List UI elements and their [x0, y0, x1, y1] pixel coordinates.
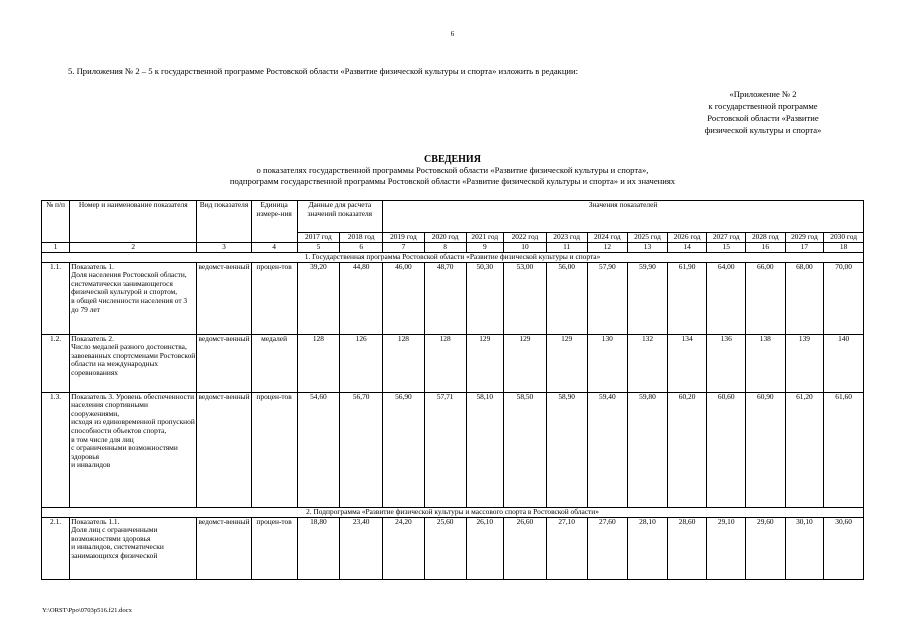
indicator-value: 26,60: [504, 517, 547, 579]
indicator-value: 30,60: [824, 517, 864, 579]
indicator-value: 136: [707, 334, 746, 392]
appendix-line: к государственной программе: [708, 101, 818, 111]
indicator-value: 134: [667, 334, 707, 392]
year-header: 2020 год: [424, 233, 466, 243]
indicator-value: 57,71: [424, 392, 466, 507]
indicator-value: 61,20: [785, 392, 824, 507]
indicator-value: 128: [383, 334, 425, 392]
indicator-value: 58,50: [504, 392, 547, 507]
page-number: 6: [450, 30, 455, 38]
column-number: 8: [424, 242, 466, 252]
appendix-note: [683, 88, 843, 136]
indicator-value: 23,40: [340, 517, 383, 579]
indicator-value: 24,20: [383, 517, 425, 579]
indicator-type: ведомст-венный: [197, 334, 251, 392]
indicator-unit: процен-тов: [251, 517, 297, 579]
indicator-value: 139: [785, 334, 824, 392]
section-row: [42, 507, 864, 517]
indicator-value: 28,10: [628, 517, 668, 579]
indicators-table: [41, 200, 864, 580]
year-header: 2030 год: [824, 233, 864, 243]
document-title: СВЕДЕНИЯ: [424, 154, 481, 165]
column-number: 12: [587, 242, 628, 252]
row-number: 2.1.: [42, 517, 70, 579]
indicator-value: 25,60: [424, 517, 466, 579]
indicator-value: 128: [297, 334, 340, 392]
section-title: 1. Государственная программа Ростовской области «Развитие физической культуры и спорта»: [42, 252, 864, 262]
row-number: 1.1.: [42, 262, 70, 334]
indicator-value: 29,60: [746, 517, 786, 579]
year-header: 2017 год: [297, 233, 340, 243]
indicator-value: 68,00: [785, 262, 824, 334]
indicator-value: 56,70: [340, 392, 383, 507]
indicator-name: Показатель 1. Доля населения Ростовской области, систематически занимающегося физической культурой и спортом, в общей численности населения от 3 до 79 лет: [70, 262, 197, 334]
indicator-value: 26,10: [466, 517, 504, 579]
indicator-name: Показатель 2. Число медалей разного достоинства, завоеванных спортсменами Ростовской области на международных соревнованиях: [70, 334, 197, 392]
year-header: 2018 год: [340, 233, 383, 243]
indicator-value: 56,00: [546, 262, 587, 334]
indicator-value: 130: [587, 334, 628, 392]
column-number: 1: [42, 242, 70, 252]
indicator-value: 60,90: [746, 392, 786, 507]
indicator-value: 60,60: [707, 392, 746, 507]
indicator-value: 129: [466, 334, 504, 392]
column-number: 18: [824, 242, 864, 252]
row-number: 1.3.: [42, 392, 70, 507]
indicator-name: Показатель 3. Уровень обеспеченности населения спортивными сооружениями, исходя из единовременной пропускной способности объектов спорта, в том числе для лиц с ограниченными возможностями здоровья и инвалидов: [70, 392, 197, 507]
indicator-value: 61,60: [824, 392, 864, 507]
indicator-unit: процен-тов: [251, 262, 297, 334]
header-row: [42, 201, 864, 233]
table-row: [42, 392, 864, 507]
header-base: Данные для расчета значений показателя: [297, 201, 383, 233]
indicator-value: 64,00: [707, 262, 746, 334]
indicator-type: ведомст-венный: [197, 262, 251, 334]
year-header: 2027 год: [707, 233, 746, 243]
column-number: 3: [197, 242, 251, 252]
year-header: 2024 год: [587, 233, 628, 243]
indicator-value: 128: [424, 334, 466, 392]
indicator-value: 30,10: [785, 517, 824, 579]
indicator-value: 58,90: [546, 392, 587, 507]
subtitle-line: подпрограмм государственной программы Ростовской области «Развитие физической культуры и спорта» и их значениях: [229, 176, 676, 186]
indicator-value: 27,10: [546, 517, 587, 579]
table-row: [42, 334, 864, 392]
indicator-value: 129: [504, 334, 547, 392]
indicator-value: 57,90: [587, 262, 628, 334]
indicator-value: 50,30: [466, 262, 504, 334]
column-number: 14: [667, 242, 707, 252]
indicator-type: ведомст-венный: [197, 517, 251, 579]
indicator-value: 53,00: [504, 262, 547, 334]
appendix-line: «Приложение № 2: [729, 89, 797, 99]
indicator-value: 70,00: [824, 262, 864, 334]
year-header: 2029 год: [785, 233, 824, 243]
column-number: 5: [297, 242, 340, 252]
section-row: [42, 252, 864, 262]
indicator-value: 59,80: [628, 392, 668, 507]
subtitle-line: о показателях государственной программы Ростовской области «Развитие физической культуры и спорта»,: [256, 165, 649, 175]
column-number: 16: [746, 242, 786, 252]
header-type: Вид показателя: [197, 201, 251, 243]
header-name: Номер и наименование показателя: [70, 201, 197, 243]
indicator-value: 27,60: [587, 517, 628, 579]
indicator-value: 66,00: [746, 262, 786, 334]
indicator-value: 54,60: [297, 392, 340, 507]
indicator-value: 129: [546, 334, 587, 392]
indicator-value: 46,00: [383, 262, 425, 334]
indicator-name: Показатель 1.1. Доля лиц с ограниченными возможностями здоровья и инвалидов, систематически занимающихся физической: [70, 517, 197, 579]
indicator-value: 29,10: [707, 517, 746, 579]
intro-paragraph: 5. Приложения № 2 – 5 к государственной программе Ростовской области «Развитие физической культуры и спорта» изложить в редакции:: [68, 66, 578, 76]
indicator-value: 28,60: [667, 517, 707, 579]
year-header: 2021 год: [466, 233, 504, 243]
header-values: Значения показателей: [383, 201, 864, 233]
column-number: 10: [504, 242, 547, 252]
indicator-value: 140: [824, 334, 864, 392]
document-subtitle: [0, 165, 905, 187]
indicator-value: 44,80: [340, 262, 383, 334]
row-number: 1.2.: [42, 334, 70, 392]
year-header: 2028 год: [746, 233, 786, 243]
column-number: 9: [466, 242, 504, 252]
indicator-unit: процен-тов: [251, 392, 297, 507]
indicator-unit: медалей: [251, 334, 297, 392]
column-number: 6: [340, 242, 383, 252]
indicator-value: 132: [628, 334, 668, 392]
file-path-footer: Y:\ORST\Ppo\0703p516.f21.docx: [42, 607, 132, 614]
indicator-value: 56,90: [383, 392, 425, 507]
year-header: 2019 год: [383, 233, 425, 243]
indicator-value: 48,70: [424, 262, 466, 334]
year-header: 2023 год: [546, 233, 587, 243]
column-number: 11: [546, 242, 587, 252]
column-number: 4: [251, 242, 297, 252]
column-number-row: [42, 242, 864, 252]
indicator-value: 58,10: [466, 392, 504, 507]
year-header: 2025 год: [628, 233, 668, 243]
indicator-value: 126: [340, 334, 383, 392]
indicator-value: 60,20: [667, 392, 707, 507]
indicator-value: 18,80: [297, 517, 340, 579]
table-row: [42, 262, 864, 334]
indicator-value: 39,20: [297, 262, 340, 334]
appendix-line: физической культуры и спорта»: [704, 125, 822, 135]
year-header: 2022 год: [504, 233, 547, 243]
appendix-line: Ростовской области «Развитие: [707, 113, 819, 123]
column-number: 17: [785, 242, 824, 252]
column-number: 7: [383, 242, 425, 252]
year-header: 2026 год: [667, 233, 707, 243]
header-unit: Единица измере-ния: [251, 201, 297, 243]
column-number: 2: [70, 242, 197, 252]
table-row: [42, 517, 864, 579]
column-number: 15: [707, 242, 746, 252]
indicator-value: 138: [746, 334, 786, 392]
section-title: 2. Подпрограмма «Развитие физической культуры и массового спорта в Ростовской области»: [42, 507, 864, 517]
column-number: 13: [628, 242, 668, 252]
indicator-value: 59,90: [628, 262, 668, 334]
header-num: № п/п: [42, 201, 70, 243]
indicator-value: 59,40: [587, 392, 628, 507]
indicator-value: 61,90: [667, 262, 707, 334]
indicator-type: ведомст-венный: [197, 392, 251, 507]
